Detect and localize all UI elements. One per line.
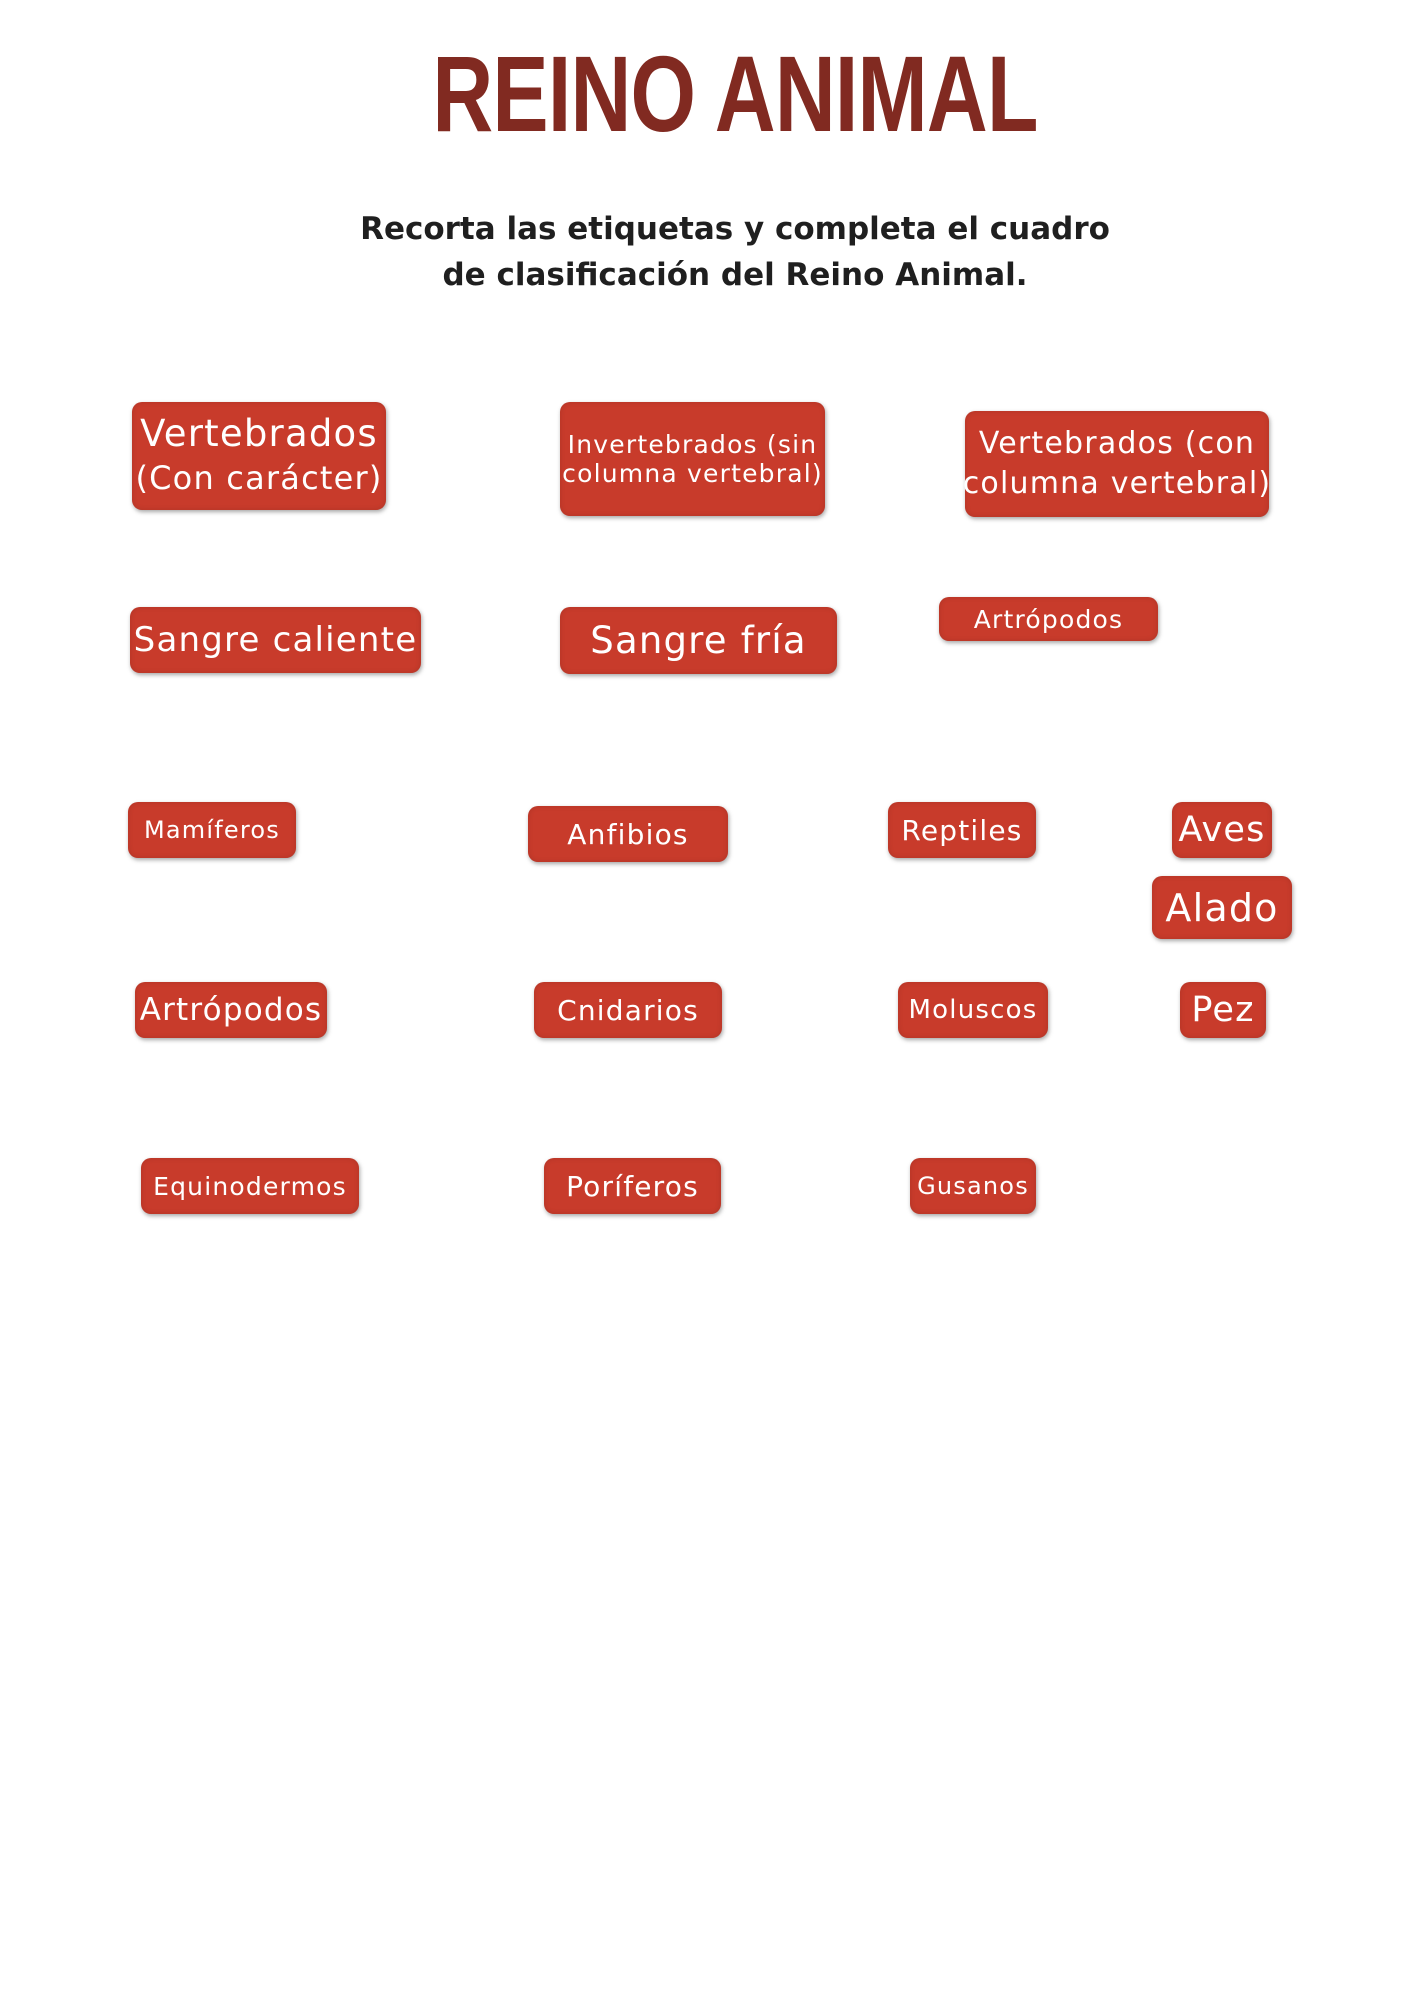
label-line: Vertebrados — [140, 412, 378, 455]
label-line: Invertebrados (sin — [567, 430, 818, 459]
label-vertebrados-columna[interactable] — [962, 411, 1272, 517]
label-reptiles[interactable]: Reptiles — [888, 802, 1036, 858]
instructions-line-1: Recorta las etiquetas y completa el cuadro — [360, 211, 1110, 247]
label-sangre-fria[interactable]: Sangre fría — [560, 607, 837, 674]
label-mamiferos[interactable]: Mamíferos — [128, 802, 296, 858]
label-cnidarios[interactable]: Cnidarios — [534, 982, 722, 1038]
label-moluscos[interactable]: Moluscos — [898, 982, 1048, 1038]
page-title: REINO ANIMAL — [432, 33, 1038, 154]
label-invertebrados[interactable] — [560, 402, 825, 516]
label-anfibios[interactable]: Anfibios — [528, 806, 728, 862]
label-line: (Con carácter) — [135, 459, 383, 497]
label-equinodermos[interactable]: Equinodermos — [141, 1158, 359, 1214]
label-artropodos-small[interactable]: Artrópodos — [939, 597, 1158, 641]
instructions — [357, 206, 1113, 298]
instructions-line-2: de clasificación del Reino Animal. — [442, 257, 1028, 293]
label-alado[interactable]: Alado — [1152, 876, 1292, 939]
label-line: columna vertebral) — [962, 466, 1272, 501]
label-line: columna vertebral) — [562, 459, 823, 488]
label-sangre-caliente[interactable]: Sangre caliente — [130, 607, 421, 673]
label-line: Vertebrados (con — [978, 426, 1256, 461]
label-gusanos[interactable]: Gusanos — [910, 1158, 1036, 1214]
label-pez[interactable]: Pez — [1180, 982, 1266, 1038]
label-poriferos[interactable]: Poríferos — [544, 1158, 721, 1214]
label-artropodos[interactable]: Artrópodos — [135, 982, 327, 1038]
label-vertebrados-caracter[interactable] — [132, 402, 386, 510]
label-aves[interactable]: Aves — [1172, 802, 1272, 858]
